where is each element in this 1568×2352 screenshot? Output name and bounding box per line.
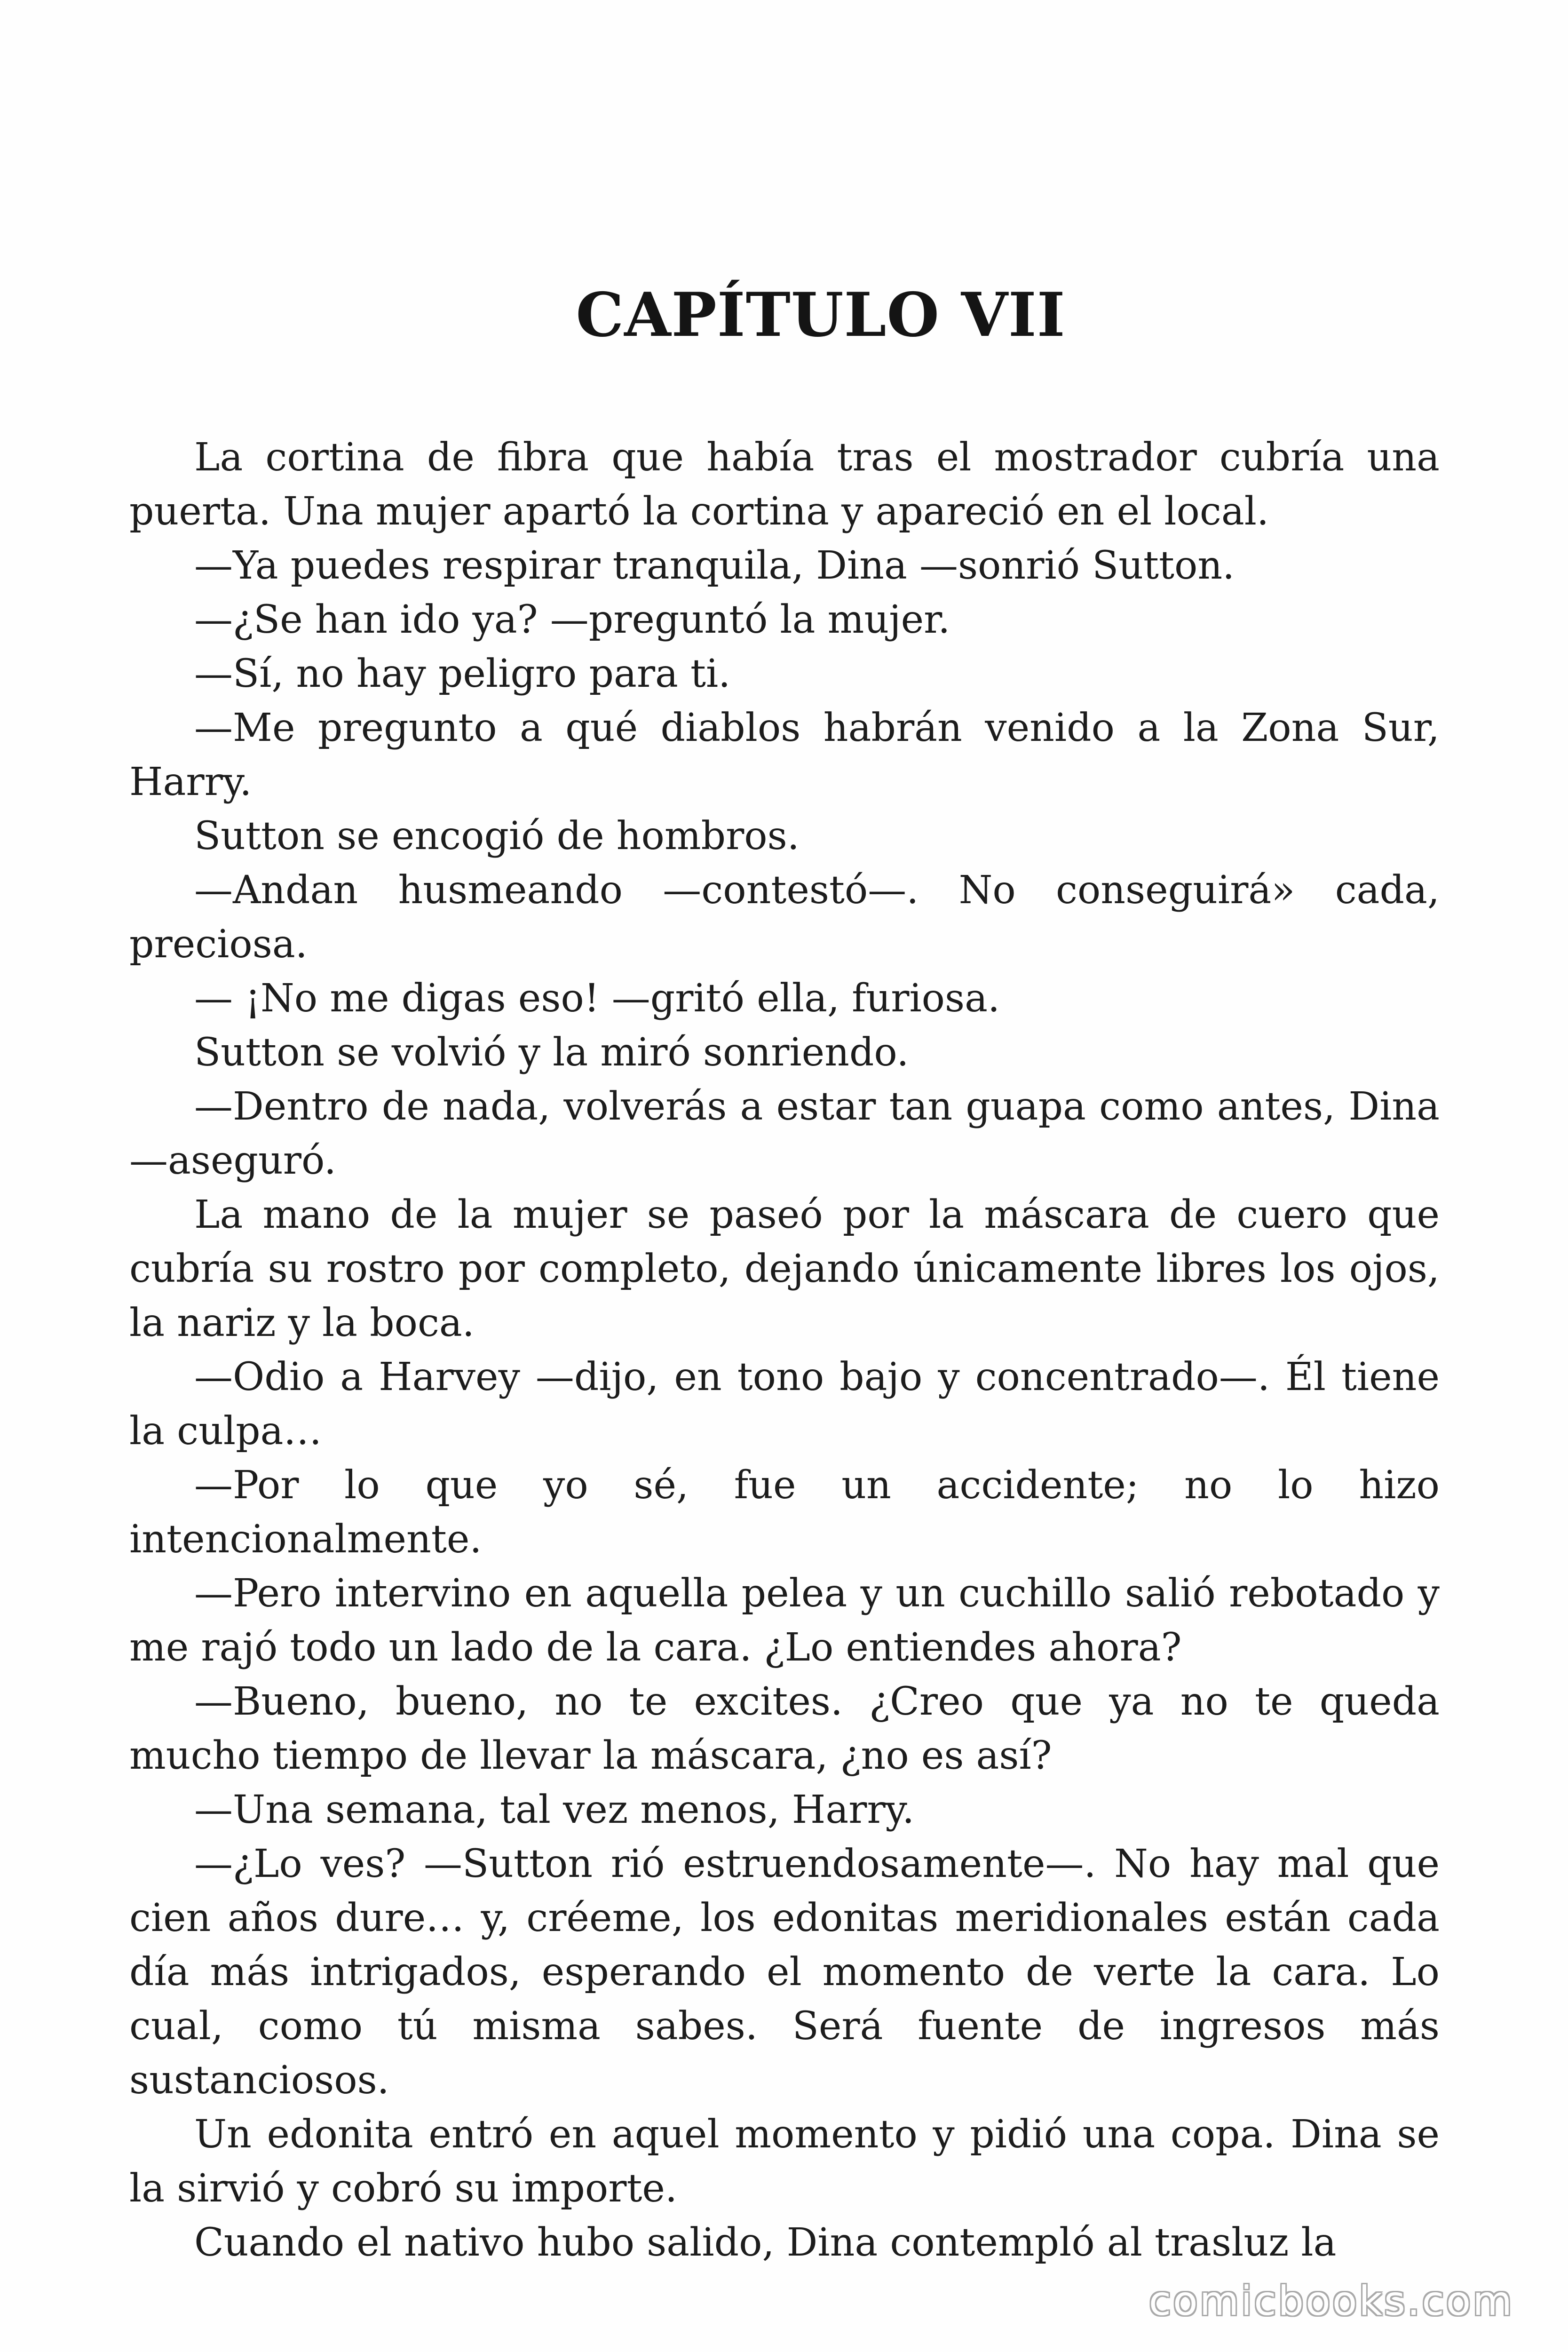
paragraph: Sutton se volvió y la miró sonriendo. — [194, 1030, 909, 1075]
paragraph: Un edonita entró en aquel momento y pidió una copa. Dina se la sirvió y cobró su importe. — [129, 2112, 1440, 2211]
paragraph: —Dentro de nada, volverás a estar tan guapa como antes, Dina —aseguró. — [129, 1084, 1440, 1183]
chapter-body — [129, 430, 1440, 2270]
paragraph: — ¡No me digas eso! —gritó ella, furiosa. — [194, 976, 1000, 1021]
watermark: comicbooks.com — [1148, 2278, 1514, 2325]
paragraph: —¿Lo ves? —Sutton rió estruendosamente—. No hay mal que cien años dure… y, créeme, los edonitas meridionales están cada día más intrigados, esperando el momento de verte la cara. Lo cual, como tú misma sabes. Será fuente de ingresos más sustanciosos. — [129, 1842, 1440, 2103]
paragraph: —Ya puedes respirar tranquila, Dina —sonrió Sutton. — [194, 543, 1235, 588]
paragraph: —Odio a Harvey —dijo, en tono bajo y concentrado—. Él tiene la culpa… — [129, 1355, 1440, 1454]
paragraph: —Por lo que yo sé, fue un accidente; no lo hizo intencionalmente. — [129, 1463, 1440, 1562]
paragraph: —Bueno, bueno, no te excites. ¿Creo que ya no te queda mucho tiempo de llevar la máscara, ¿no es así? — [129, 1679, 1440, 1778]
paragraph: Cuando el nativo hubo salido, Dina contempló al trasluz la — [194, 2220, 1337, 2265]
paragraph: Sutton se encogió de hombros. — [194, 814, 800, 858]
chapter-title: CAPÍTULO VII — [576, 280, 1066, 350]
paragraph: —Me pregunto a qué diablos habrán venido a la Zona Sur, Harry. — [129, 706, 1440, 804]
paragraph: —Una semana, tal vez menos, Harry. — [194, 1788, 915, 1832]
paragraph: —Pero intervino en aquella pelea y un cuchillo salió rebotado y me rajó todo un lado de la cara. ¿Lo entiendes ahora? — [129, 1571, 1440, 1670]
paragraph: La cortina de fibra que había tras el mostrador cubría una puerta. Una mujer apartó la cortina y apareció en el local. — [129, 435, 1440, 534]
paragraph: La mano de la mujer se paseó por la máscara de cuero que cubría su rostro por completo, dejando únicamente libres los ojos, la nariz y la boca. — [129, 1192, 1440, 1345]
paragraph: —¿Se han ido ya? —preguntó la mujer. — [194, 597, 950, 642]
paragraph: —Sí, no hay peligro para ti. — [194, 652, 731, 696]
paragraph: —Andan husmeando —contestó—. No conseguirá» cada, preciosa. — [129, 868, 1440, 967]
